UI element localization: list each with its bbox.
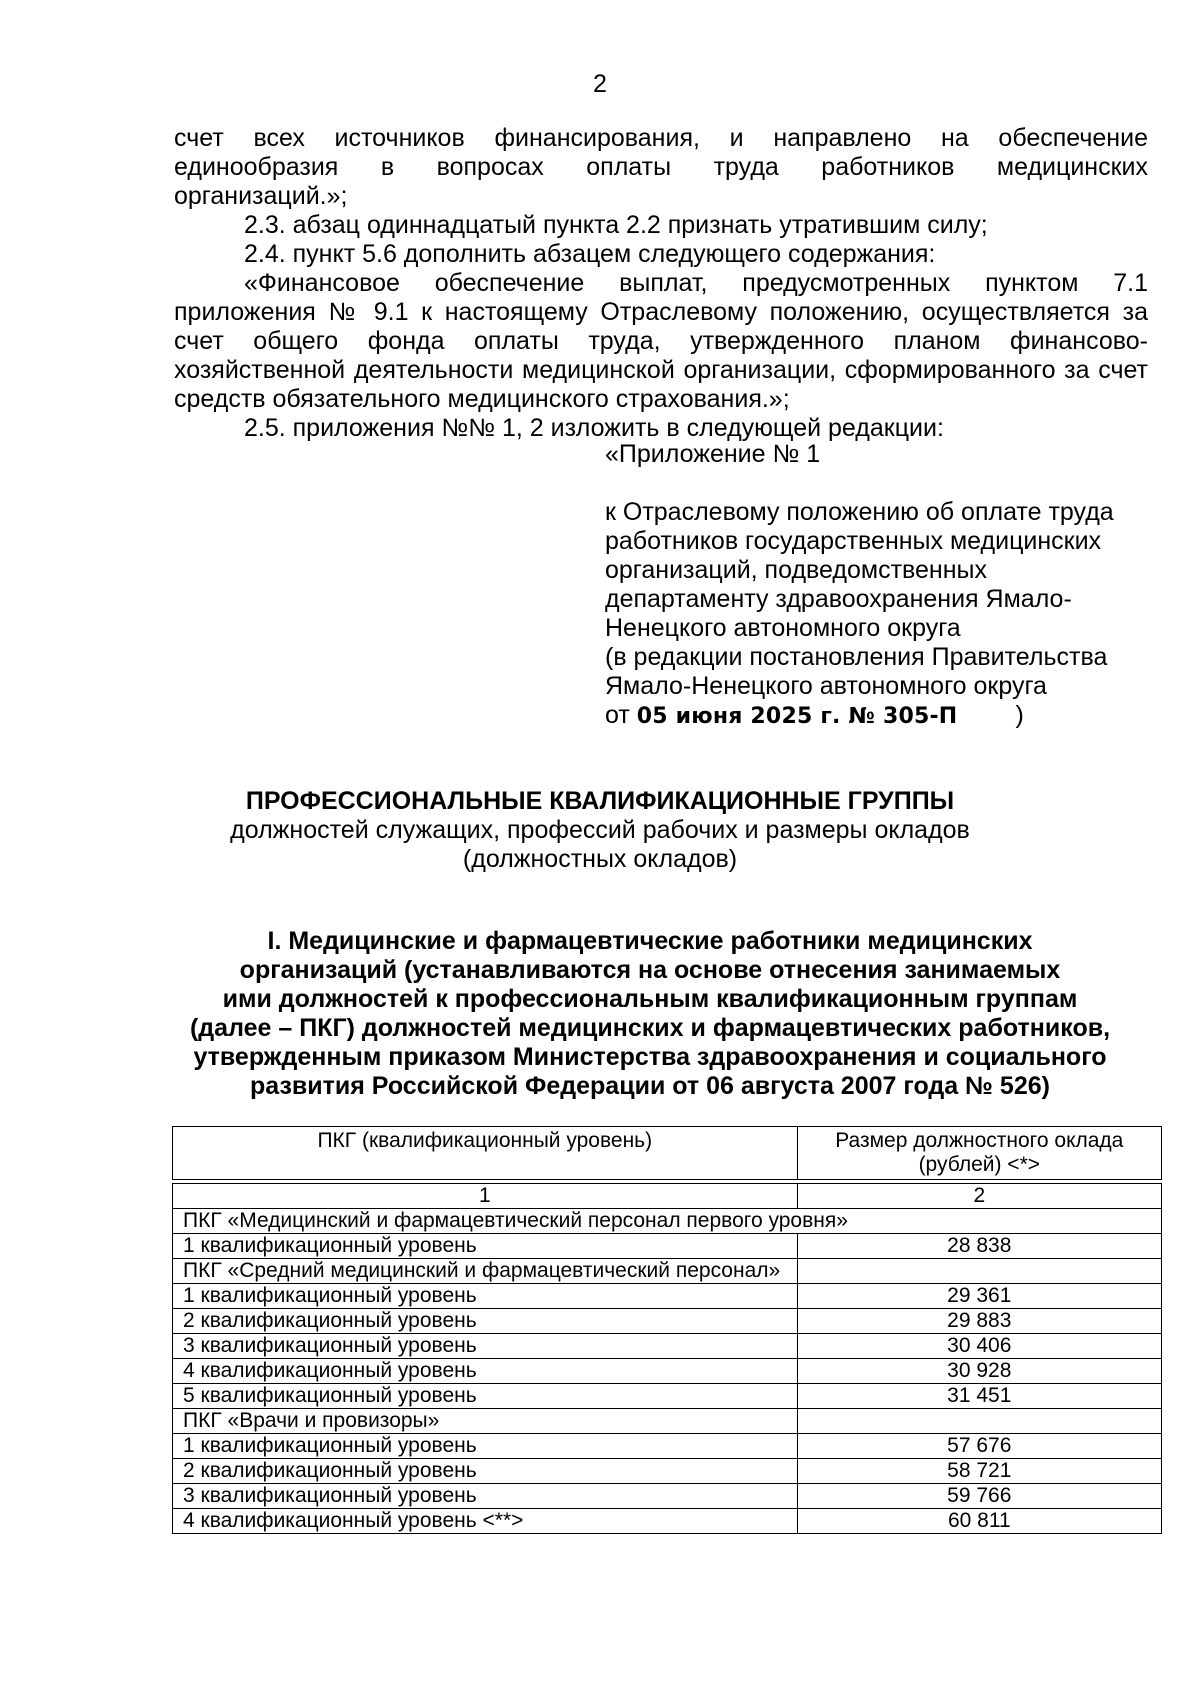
section-title-line: ими должностей к профессиональным квалификационным группам [222,985,1078,1013]
appendix-line: Ямало-Ненецкого автономного округа [605,672,1047,700]
group-name: ПКГ «Средний медицинский и фармацевтический персонал» [173,1259,798,1284]
salary-cell: 60 811 [797,1509,1161,1534]
item-2-5: 2.5. приложения №№ 1, 2 изложить в следующей редакции: [244,414,944,442]
table-row [173,1359,1162,1384]
salary-cell: 29 883 [797,1309,1161,1334]
main-subtitle: должностей служащих, профессий рабочих и размеры окладов [230,816,970,844]
column-number: 2 [797,1184,1161,1209]
main-heading: ПРОФЕССИОНАЛЬНЫЕ КВАЛИФИКАЦИОННЫЕ ГРУППЫ [245,787,955,815]
section-title-line: I. Медицинские и фармацевтические работники медицинских [267,927,1033,955]
appendix-header [605,440,1165,731]
column-number: 1 [173,1184,798,1209]
salary-cell: 29 361 [797,1284,1161,1309]
body-text [174,124,1148,443]
table-row [173,1484,1162,1509]
header-col-pkg: ПКГ (квалификационный уровень) [173,1127,798,1180]
level-cell: 1 квалификационный уровень [173,1434,798,1459]
salary-cell: 30 928 [797,1359,1161,1384]
table-header-row [173,1127,1162,1180]
main-subtitle: (должностных окладов) [462,845,738,873]
group-row [173,1209,1162,1234]
column-number-row [173,1184,1162,1209]
salary-cell: 30 406 [797,1334,1161,1359]
salary-cell: 58 721 [797,1459,1161,1484]
paragraph-line: единообразия в вопросах оплаты труда работников медицинских [174,153,1148,181]
appendix-title: «Приложение № 1 [605,440,821,468]
level-cell: 1 квалификационный уровень [173,1234,798,1259]
section-title-line: организаций (устанавливаются на основе отнесения занимаемых [239,956,1061,984]
level-cell: 5 квалификационный уровень [173,1384,798,1409]
salary-cell: 28 838 [797,1234,1161,1259]
table-row [173,1284,1162,1309]
level-cell: 3 квалификационный уровень [173,1334,798,1359]
table-row [173,1509,1162,1534]
item-2-3: 2.3. абзац одиннадцатый пункта 2.2 признать утратившим силу; [244,211,988,239]
ref-prefix: от [605,701,630,729]
appendix-line: работников государственных медицинских [605,527,1102,555]
page-number: 2 [593,70,607,98]
level-cell: 1 квалификационный уровень [173,1284,798,1309]
level-cell: 3 квалификационный уровень [173,1484,798,1509]
table-row [173,1334,1162,1359]
ref-suffix: ) [1015,701,1024,729]
main-title [0,787,1200,874]
resolution-reference [605,701,1165,731]
section-title-line: утвержденным приказом Министерства здравоохранения и социального [193,1043,1107,1071]
salary-cell: 59 766 [797,1484,1161,1509]
table-row [173,1309,1162,1334]
level-cell: 2 квалификационный уровень [173,1309,798,1334]
salary-table [172,1126,1162,1534]
section-title-line: (далее – ПКГ) должностей медицинских и фармацевтических работников, [189,1014,1111,1042]
appendix-line: департаменту здравоохранения Ямало- [605,585,1072,613]
group-name: ПКГ «Врачи и провизоры» [173,1409,798,1434]
level-cell: 2 квалификационный уровень [173,1459,798,1484]
appendix-line: к Отраслевому положению об оплате труда [605,498,1114,526]
quote-paragraph: «Финансовое обеспечение выплат, предусмотренных пунктом 7.1 приложения № 9.1 к настоящему Отраслевому положению, осуществляется за счет общего фонда оплаты труда, утвержденного планом финансово-хозяйственной деятельности медицинской организации, сформированного за счет средств обязательного медицинского страхования.»; [174,269,1148,413]
header-col-salary: Размер должностного оклада (рублей) <*> [797,1127,1161,1180]
item-2-4: 2.4. пункт 5.6 дополнить абзацем следующего содержания: [244,240,936,268]
table-row [173,1459,1162,1484]
paragraph-line: организаций.»; [174,182,348,210]
table-row [173,1234,1162,1259]
level-cell: 4 квалификационный уровень [173,1359,798,1384]
table-row [173,1434,1162,1459]
resolution-date-number: 05 июня 2025 г. № 305-П [636,704,958,729]
table-row [173,1384,1162,1409]
group-name: ПКГ «Медицинский и фармацевтический персонал первого уровня» [173,1209,1162,1234]
section-title [150,927,1150,1101]
appendix-line: (в редакции постановления Правительства [605,643,1108,671]
group-row [173,1259,1162,1284]
salary-cell: 57 676 [797,1434,1161,1459]
group-row [173,1409,1162,1434]
appendix-line: Ненецкого автономного округа [605,614,961,642]
paragraph-line: счет всех источников финансирования, и направлено на обеспечение [174,124,1148,152]
appendix-line: организаций, подведомственных [605,556,988,584]
salary-cell: 31 451 [797,1384,1161,1409]
level-cell: 4 квалификационный уровень <**> [173,1509,798,1534]
section-title-line: развития Российской Федерации от 06 августа 2007 года № 526) [250,1072,1050,1100]
